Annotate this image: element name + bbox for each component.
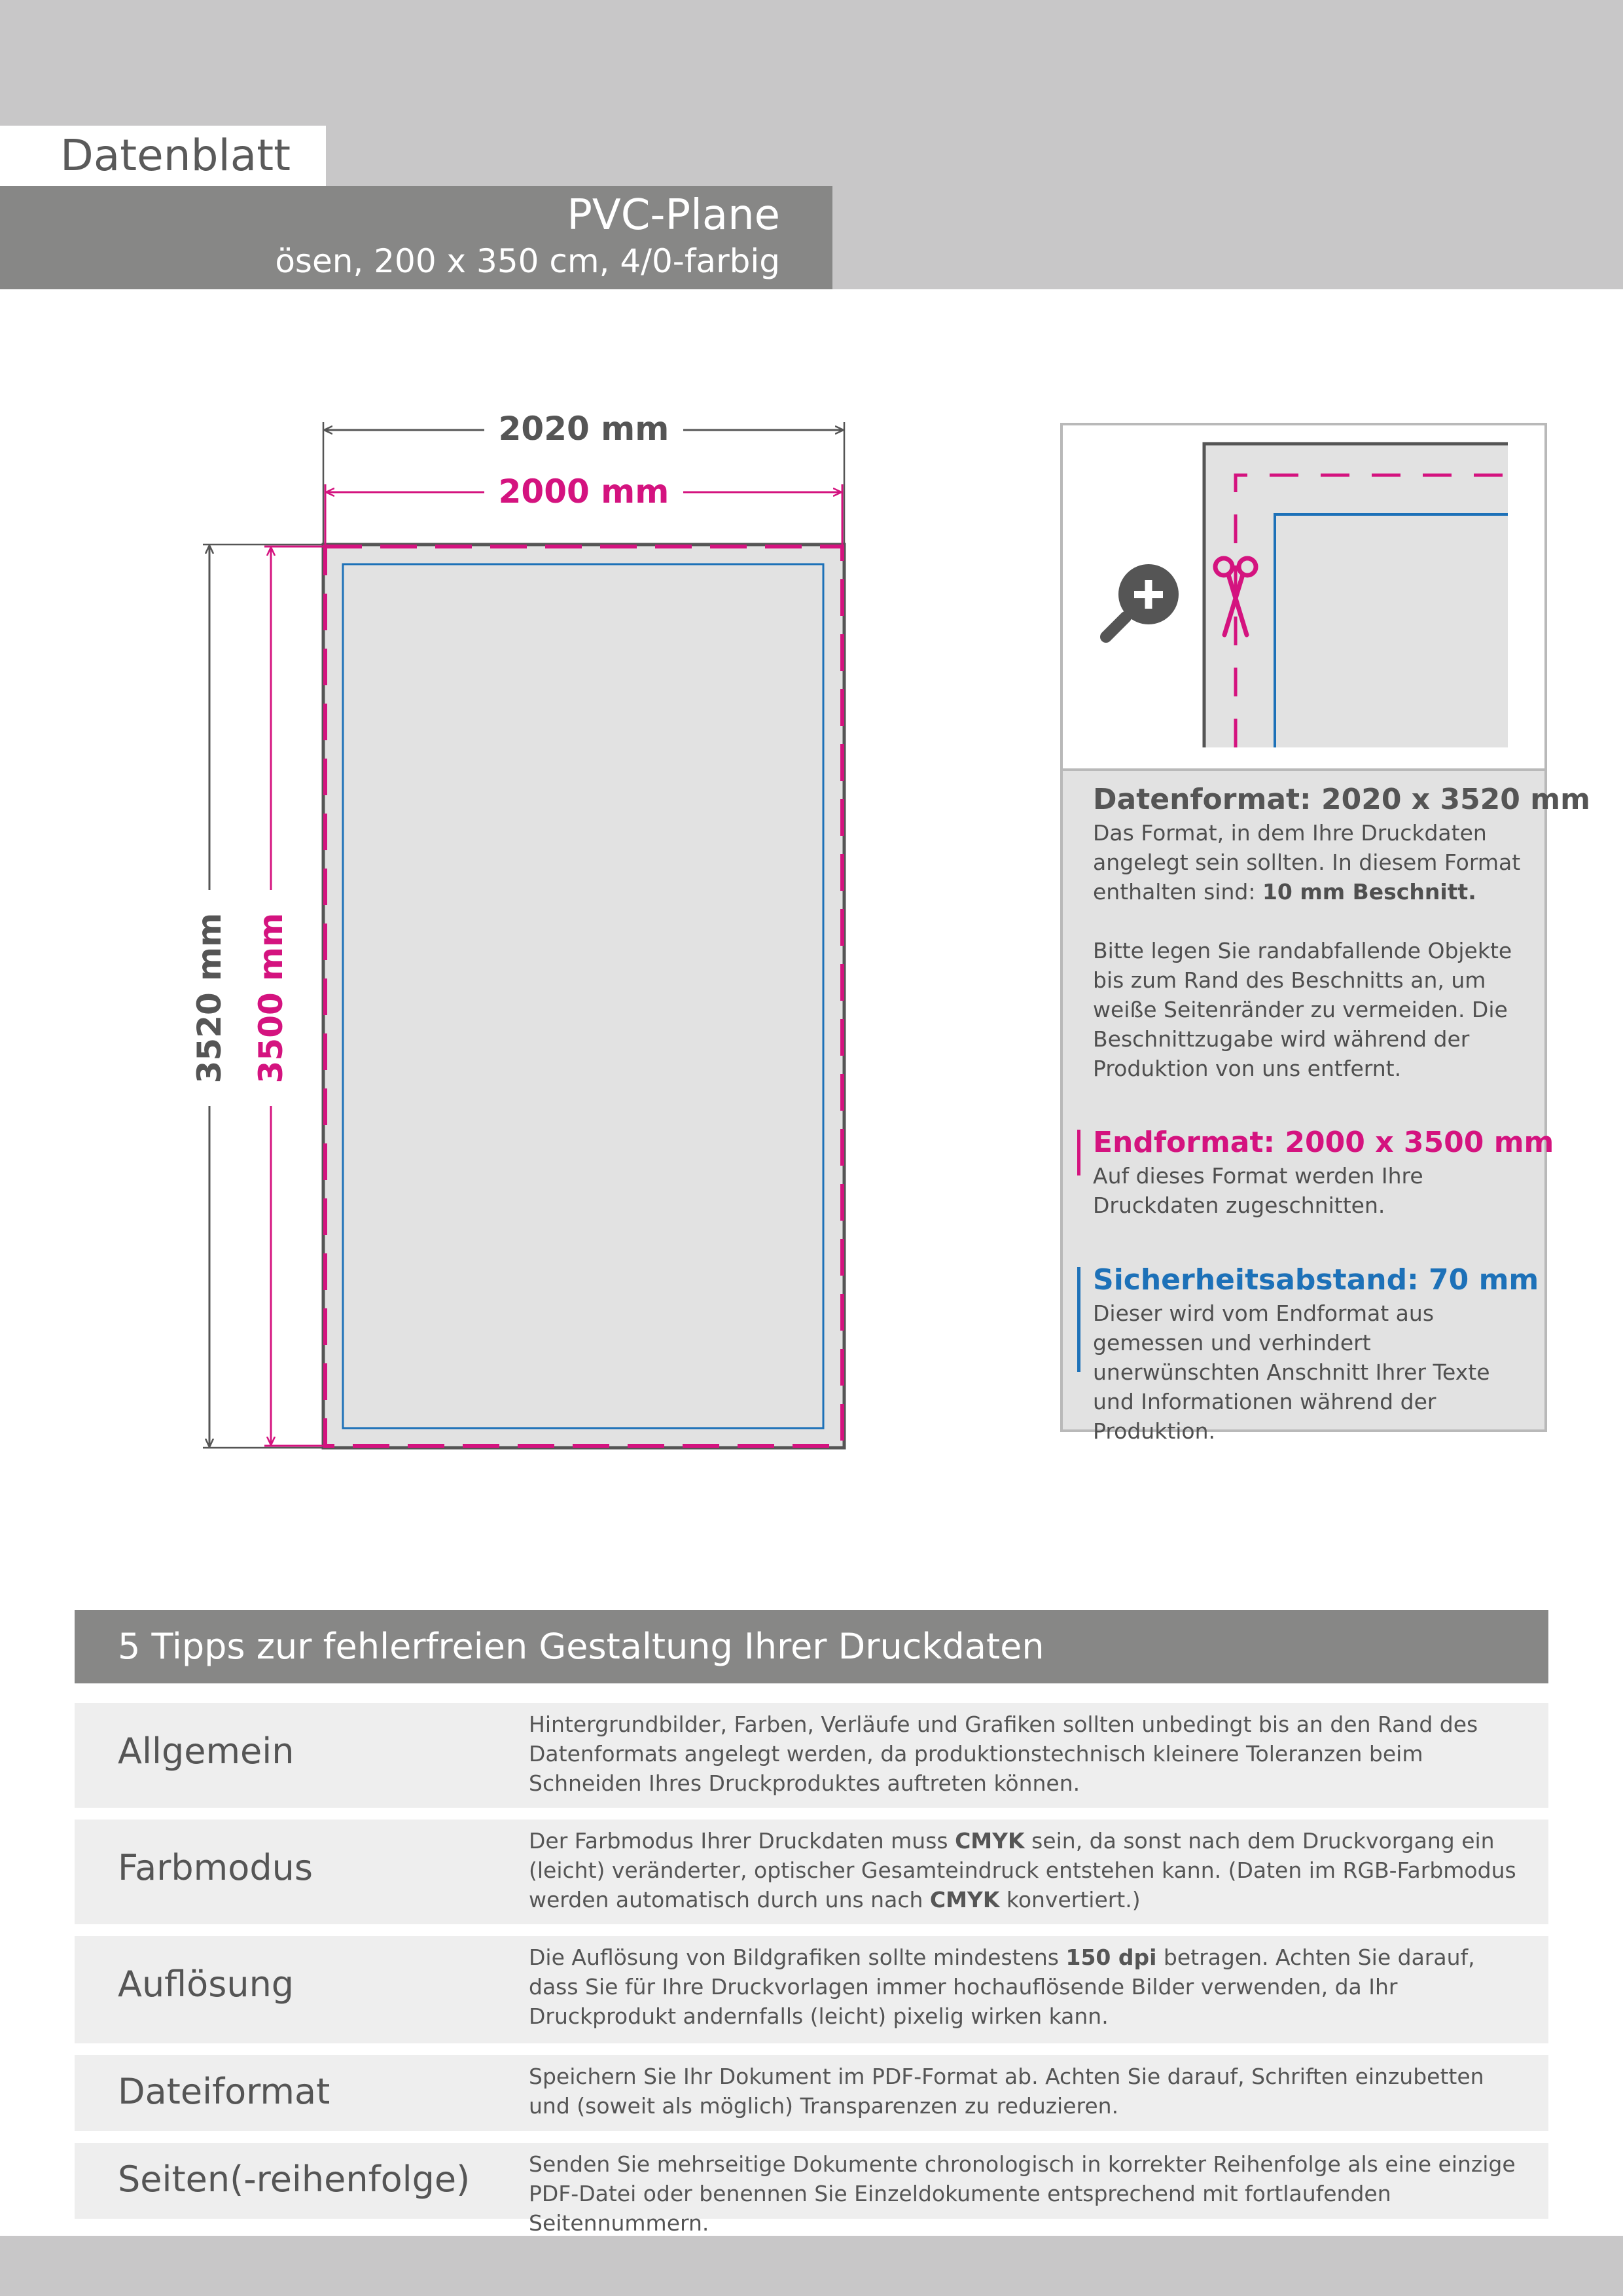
final-height-label: 3500 mm [252,912,290,1084]
zoom-in-icon [1106,564,1179,637]
zoom-detail [1063,425,1544,768]
tip-row-farbmodus [75,1820,1548,1924]
footer-band [0,2236,1623,2296]
endformat-text: Auf dieses Format werden Ihre Druckdaten zugeschnitten. [1093,1163,1423,1218]
tip-text: Hintergrundbilder, Farben, Verläufe und Grafiken sollten unbedingt bis an den Rand des Datenformats angelegt werden, da produktionstechnisch kleinere Toleranzen beim Schneiden Ihres Druckproduktes auftreten können. [529,1712,1478,1796]
tips-title: 5 Tipps zur fehlerfreien Gestaltung Ihrer Druckdaten [118,1626,1044,1667]
product-title: PVC-Plane [567,191,780,240]
datenformat-note: Bitte legen Sie randabfallende Objekte bis zum Rand des Beschnitts an, um weiße Seitenränder zu vermeiden. Die Beschnittzugabe wird während der Produktion von uns entfernt. [1093,938,1512,1081]
tip-label: Dateiformat [118,2071,330,2112]
data-format-area [323,545,844,1448]
tip-label: Auflösung [118,1964,294,2005]
tip-row-dateiformat [75,2055,1548,2131]
datenformat-title: Datenformat: 2020 x 3520 mm [1093,783,1590,816]
data-width-label: 2020 mm [498,410,669,448]
sicherheit-block [1093,1262,1539,1446]
datenformat-block [1093,781,1590,1083]
sicherheit-title: Sicherheitsabstand: 70 mm [1093,1263,1539,1297]
tip-row-allgemein [75,1703,1548,1808]
tip-row-seiten [75,2143,1548,2236]
sicherheit-text: Dieser wird vom Endformat aus gemessen und verhindert unerwünschten Anschnitt Ihrer Texte und Informationen während der Produktion. [1093,1300,1490,1444]
product-subtitle: ösen, 200 x 350 cm, 4/0-farbig [275,242,780,280]
tip-label: Allgemein [118,1731,294,1772]
tip-text: Der Farbmodus Ihrer Druckdaten muss CMYK sein, da sonst nach dem Druckvorgang ein (leicht) veränderter, optischer Gesamteindruck entstehen kann. (Daten im RGB-Farbmodus werden automatisch durch uns nach CMYK konvertiert.) [529,1828,1516,1912]
datenformat-text: Das Format, in dem Ihre Druckdaten angelegt sein sollten. In diesem Format enthalten sind: 10 mm Beschnitt. [1093,820,1521,905]
tip-text: Speichern Sie Ihr Dokument im PDF-Format ab. Achten Sie darauf, Schriften einzubetten und (soweit als möglich) Transparenzen zu reduzieren. [529,2064,1484,2119]
tip-row-aufloesung [75,1936,1548,2043]
tip-label: Seiten(-reihenfolge) [118,2159,471,2200]
tip-text: Die Auflösung von Bildgrafiken sollte mindestens 150 dpi betragen. Achten Sie darauf, dass Sie für Ihre Druckvorlagen immer hochauflösende Bilder verwenden, da Ihr Druckprodukt andernfalls (leicht) pixelig wirken kann. [529,1945,1475,2029]
sicherheit-accent [1077,1267,1080,1372]
endformat-accent [1077,1130,1080,1175]
endformat-title: Endformat: 2000 x 3500 mm [1093,1126,1554,1159]
tip-text: Senden Sie mehrseitige Dokumente chronologisch in korrekter Reihenfolge als eine einzige PDF-Datei oder benennen Sie Einzeldokumente entsprechend mit fortlaufenden Seitennummern. [529,2151,1516,2236]
tip-label: Farbmodus [118,1847,313,1888]
format-diagram [0,393,916,1505]
data-height-label: 3520 mm [190,912,228,1084]
endformat-block [1093,1124,1554,1220]
info-body [1063,768,1590,1444]
doc-label: Datenblatt [60,130,291,181]
final-width-label: 2000 mm [498,473,669,511]
